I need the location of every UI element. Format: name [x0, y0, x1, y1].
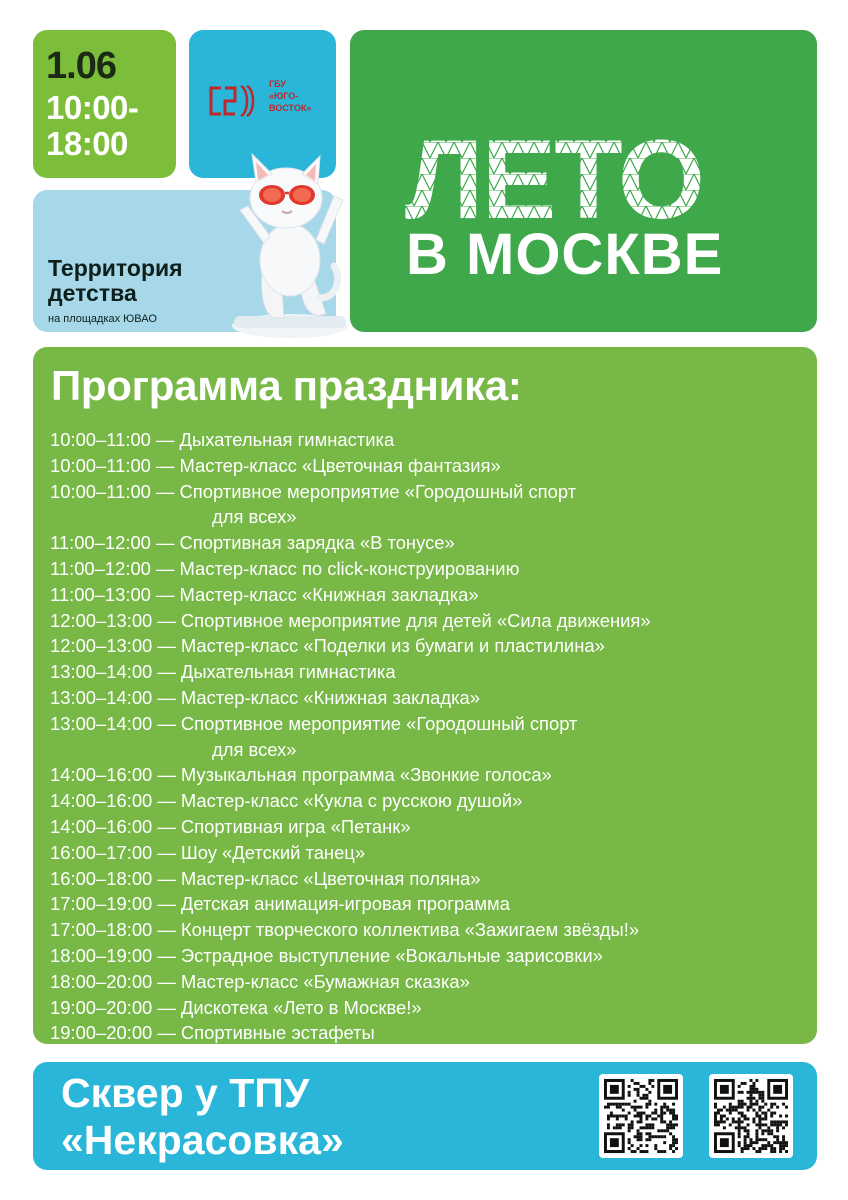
program-item-text: 13:00–14:00 — Дыхательная гимнастика: [50, 661, 396, 683]
program-item-text: 18:00–20:00 — Мастер-класс «Бумажная сказка»: [50, 970, 470, 992]
project-title-line2: детства: [48, 280, 137, 306]
program-item: [50, 427, 651, 453]
qr-code-icon[interactable]: [709, 1074, 793, 1158]
program-item-text: 16:00–17:00 — Шоу «Детский танец»: [50, 841, 366, 863]
program-item-text: 12:00–13:00 — Мастер-класс «Поделки из бумаги и пластилина»: [50, 635, 605, 657]
program-item: [50, 995, 651, 1021]
program-panel: [33, 347, 817, 1044]
program-heading: Программа праздника:: [51, 362, 522, 409]
program-item-text: 14:00–16:00 — Мастер-класс «Кукла с русскою душой»: [50, 790, 523, 812]
brand-logo: [350, 30, 817, 332]
program-item: [50, 711, 651, 763]
event-date: 1.06: [46, 45, 116, 87]
program-item-text: 19:00–20:00 — Дискотека «Лето в Москве!»: [50, 996, 422, 1018]
program-item: [50, 556, 651, 582]
program-item-text: 17:00–18:00 — Концерт творческого коллектива «Зажигаем звёзды!»: [50, 919, 640, 941]
date-card: [33, 30, 176, 178]
organizer-name: [269, 78, 311, 114]
program-item: [50, 659, 651, 685]
organizer-logo-icon: [207, 82, 259, 120]
location-line1: Сквер у ТПУ: [61, 1070, 310, 1116]
brand-title-line1: ЛЕТО: [405, 117, 704, 242]
program-item: [50, 1020, 651, 1044]
location-card: [33, 1062, 817, 1170]
program-item-text: 13:00–14:00 — Спортивное мероприятие «Городошный спорт: [50, 712, 578, 734]
program-item-text: 11:00–12:00 — Спортивная зарядка «В тонусе»: [50, 532, 455, 554]
program-item: [50, 633, 651, 659]
program-item: [50, 479, 651, 531]
program-item: [50, 840, 651, 866]
project-subtitle: на площадках ЮВАО: [48, 313, 157, 325]
project-title: [48, 256, 183, 306]
program-item-text: 16:00–18:00 — Мастер-класс «Цветочная поляна»: [50, 867, 481, 889]
organizer-name-line3: ВОСТОК»: [269, 103, 312, 113]
location-name: [61, 1070, 344, 1164]
event-time: [46, 90, 138, 162]
brand-card: [350, 30, 817, 332]
program-item-text: 10:00–11:00 — Дыхательная гимнастика: [50, 429, 395, 450]
program-item-text: 14:00–16:00 — Спортивная игра «Петанк»: [50, 815, 411, 837]
project-title-line1: Территория: [48, 255, 183, 281]
program-item: [50, 943, 651, 969]
program-item: [50, 866, 651, 892]
program-item: [50, 582, 651, 608]
organizer-name-line1: ГБУ: [269, 79, 286, 89]
program-item: [50, 917, 651, 943]
program-item: [50, 891, 651, 917]
program-item: [50, 530, 651, 556]
program-item-text: 19:00–20:00 — Спортивные эстафеты: [50, 1022, 375, 1044]
program-item-continuation: для всех»: [212, 738, 297, 760]
program-list: [50, 427, 651, 1044]
program-item: [50, 762, 651, 788]
program-item-text: 14:00–16:00 — Музыкальная программа «Звонкие голоса»: [50, 764, 552, 786]
program-item: [50, 814, 651, 840]
program-item: [50, 608, 651, 634]
program-item-continuation: для всех»: [212, 506, 297, 528]
program-item-text: 17:00–19:00 — Детская анимация-игровая программа: [50, 893, 510, 915]
program-item-text: 13:00–14:00 — Мастер-класс «Книжная закладка»: [50, 686, 480, 708]
program-item: [50, 969, 651, 995]
qr-code-icon[interactable]: [599, 1074, 683, 1158]
program-item-text: 10:00–11:00 — Спортивное мероприятие «Городошный спорт: [50, 480, 577, 502]
program-item-text: 12:00–13:00 — Спортивное мероприятие для детей «Сила движения»: [50, 609, 651, 631]
organizer-name-line2: «ЮГО-: [269, 91, 299, 101]
program-item-text: 11:00–13:00 — Мастер-класс «Книжная закладка»: [50, 583, 479, 605]
program-item: [50, 453, 651, 479]
program-item-text: 10:00–11:00 — Мастер-класс «Цветочная фантазия»: [50, 454, 501, 476]
cat-mascot-icon: [222, 148, 352, 343]
location-line2: «Некрасовка»: [61, 1117, 344, 1163]
program-item-text: 18:00–19:00 — Эстрадное выступление «Вокальные зарисовки»: [50, 944, 603, 966]
brand-title-line2: В МОСКВЕ: [406, 222, 724, 287]
program-item: [50, 685, 651, 711]
event-time-end: 18:00: [46, 125, 128, 162]
program-item: [50, 788, 651, 814]
program-item-text: 11:00–12:00 — Мастер-класс по click-конструированию: [50, 557, 520, 579]
event-time-start: 10:00-: [46, 89, 139, 126]
